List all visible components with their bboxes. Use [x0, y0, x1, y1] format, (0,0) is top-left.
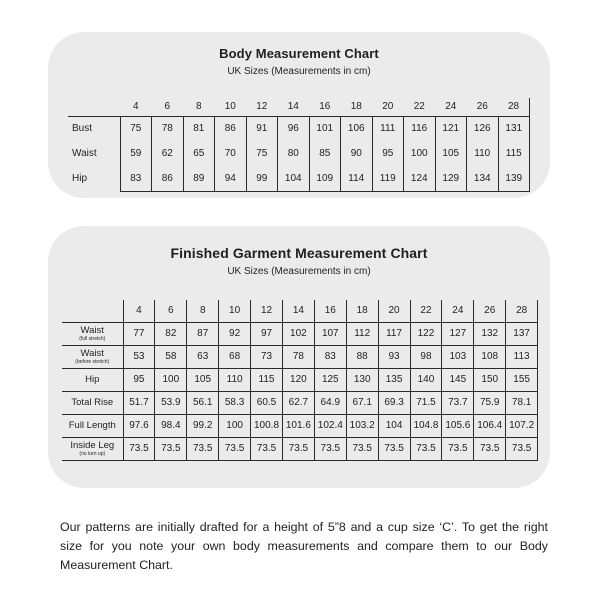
- value-cell: 80: [278, 141, 310, 166]
- row-label-text: Inside Leg: [70, 439, 115, 451]
- value-cell: 135: [378, 368, 410, 391]
- size-header-row: [62, 300, 538, 322]
- value-cell: 116: [404, 116, 436, 141]
- value-cell: 87: [187, 322, 219, 345]
- size-header-cell: 6: [152, 98, 184, 116]
- row-label: [62, 322, 123, 345]
- size-header-cell: 28: [498, 98, 530, 116]
- row-label-text: Waist: [80, 324, 104, 336]
- row-label: Waist: [72, 148, 97, 159]
- value-cell: 101: [309, 116, 341, 141]
- value-cell: 67.1: [346, 391, 378, 414]
- value-cell: 73.5: [410, 437, 442, 460]
- size-header-cell: 24: [435, 98, 467, 116]
- value-cell: 91: [246, 116, 278, 141]
- value-cell: 101.6: [282, 414, 314, 437]
- value-cell: 129: [435, 166, 467, 191]
- size-header-row: [68, 98, 530, 116]
- size-header-cell: 22: [410, 300, 442, 322]
- value-cell: 107.2: [506, 414, 538, 437]
- garment-chart-subtitle: UK Sizes (Measurements in cm): [227, 266, 371, 277]
- value-cell: 95: [123, 368, 155, 391]
- value-cell: 73.5: [474, 437, 506, 460]
- row-label-note: (full stretch): [79, 335, 106, 342]
- value-cell: 64.9: [314, 391, 346, 414]
- row-label: [62, 368, 123, 391]
- value-cell: 137: [506, 322, 538, 345]
- body-chart-title: Body Measurement Chart: [219, 46, 379, 61]
- value-cell: 97.6: [123, 414, 155, 437]
- value-cell: 106.4: [474, 414, 506, 437]
- value-cell: 93: [378, 345, 410, 368]
- value-cell: 110: [219, 368, 251, 391]
- value-cell: 134: [467, 166, 499, 191]
- value-cell: 98.4: [155, 414, 187, 437]
- value-cell: 104: [378, 414, 410, 437]
- value-cell: 130: [346, 368, 378, 391]
- value-cell: 110: [467, 141, 499, 166]
- measurement-row: [62, 437, 538, 460]
- value-cell: 132: [474, 322, 506, 345]
- value-cell: 60.5: [251, 391, 283, 414]
- value-cell: 131: [498, 116, 530, 141]
- row-label-note: (no turn up): [79, 450, 106, 457]
- value-cell: 83: [120, 166, 152, 191]
- value-cell: 145: [442, 368, 474, 391]
- value-cell: 139: [498, 166, 530, 191]
- row-label: Hip: [72, 173, 88, 184]
- value-cell: 98: [410, 345, 442, 368]
- value-cell: 85: [309, 141, 341, 166]
- row-label-text: Waist: [80, 347, 104, 359]
- value-cell: 73.5: [155, 437, 187, 460]
- garment-measurement-table: [62, 300, 538, 461]
- value-cell: 83: [314, 345, 346, 368]
- row-label-text: Total Rise: [71, 396, 114, 408]
- value-cell: 92: [219, 322, 251, 345]
- value-cell: 140: [410, 368, 442, 391]
- measurement-row: [62, 414, 538, 437]
- measurement-row: [62, 345, 538, 368]
- value-cell: 96: [278, 116, 310, 141]
- value-cell: 103: [442, 345, 474, 368]
- value-cell: 107: [314, 322, 346, 345]
- value-cell: 82: [155, 322, 187, 345]
- value-cell: 73.5: [251, 437, 283, 460]
- value-cell: 100: [155, 368, 187, 391]
- value-cell: 100: [219, 414, 251, 437]
- value-cell: 73.5: [346, 437, 378, 460]
- value-cell: 100.8: [251, 414, 283, 437]
- value-cell: 150: [474, 368, 506, 391]
- value-cell: 90: [341, 141, 373, 166]
- value-cell: 78: [282, 345, 314, 368]
- value-cell: 117: [378, 322, 410, 345]
- value-cell: 73.5: [123, 437, 155, 460]
- value-cell: 70: [215, 141, 247, 166]
- measurement-row: [62, 391, 538, 414]
- value-cell: 94: [215, 166, 247, 191]
- size-header-cell: 4: [120, 98, 152, 116]
- value-cell: 73.5: [314, 437, 346, 460]
- size-header-cell: 16: [314, 300, 346, 322]
- value-cell: 71.5: [410, 391, 442, 414]
- value-cell: 114: [341, 166, 373, 191]
- value-cell: 121: [435, 116, 467, 141]
- value-cell: 127: [442, 322, 474, 345]
- value-cell: 73.5: [219, 437, 251, 460]
- size-header-cell: 18: [346, 300, 378, 322]
- value-cell: 73.7: [442, 391, 474, 414]
- size-header-cell: 4: [123, 300, 155, 322]
- row-label: [62, 437, 123, 460]
- value-cell: 62: [152, 141, 184, 166]
- corner-cell: [68, 98, 120, 116]
- value-cell: 105: [187, 368, 219, 391]
- value-cell: 78: [152, 116, 184, 141]
- value-cell: 115: [251, 368, 283, 391]
- value-cell: 120: [282, 368, 314, 391]
- size-header-cell: 14: [282, 300, 314, 322]
- value-cell: 58.3: [219, 391, 251, 414]
- value-cell: 86: [152, 166, 184, 191]
- corner-cell: [62, 300, 123, 322]
- body-measurement-table: [68, 98, 530, 192]
- value-cell: 77: [123, 322, 155, 345]
- value-cell: 81: [183, 116, 215, 141]
- measurement-row: [68, 141, 530, 166]
- value-cell: 69.3: [378, 391, 410, 414]
- value-cell: 51.7: [123, 391, 155, 414]
- body-measurement-card: [48, 32, 550, 198]
- measurement-row: [68, 166, 530, 191]
- row-label: [62, 414, 123, 437]
- size-header-cell: 26: [467, 98, 499, 116]
- value-cell: 78.1: [506, 391, 538, 414]
- value-cell: 100: [404, 141, 436, 166]
- value-cell: 58: [155, 345, 187, 368]
- value-cell: 89: [183, 166, 215, 191]
- size-header-cell: 12: [251, 300, 283, 322]
- value-cell: 109: [309, 166, 341, 191]
- value-cell: 108: [474, 345, 506, 368]
- value-cell: 99: [246, 166, 278, 191]
- row-label: [62, 391, 123, 414]
- size-header-cell: 16: [309, 98, 341, 116]
- size-header-cell: 20: [372, 98, 404, 116]
- value-cell: 62.7: [282, 391, 314, 414]
- size-header-cell: 6: [155, 300, 187, 322]
- value-cell: 95: [372, 141, 404, 166]
- value-cell: 111: [372, 116, 404, 141]
- size-header-cell: 24: [442, 300, 474, 322]
- size-header-cell: 28: [506, 300, 538, 322]
- value-cell: 122: [410, 322, 442, 345]
- value-cell: 125: [314, 368, 346, 391]
- size-header-cell: 22: [404, 98, 436, 116]
- value-cell: 68: [219, 345, 251, 368]
- size-header-cell: 26: [474, 300, 506, 322]
- value-cell: 53: [123, 345, 155, 368]
- value-cell: 104.8: [410, 414, 442, 437]
- value-cell: 75.9: [474, 391, 506, 414]
- value-cell: 63: [187, 345, 219, 368]
- body-chart-subtitle: UK Sizes (Measurements in cm): [227, 66, 371, 77]
- size-header-cell: 12: [246, 98, 278, 116]
- size-header-cell: 10: [219, 300, 251, 322]
- size-header-cell: 18: [341, 98, 373, 116]
- size-header-cell: 8: [183, 98, 215, 116]
- value-cell: 73.5: [378, 437, 410, 460]
- value-cell: 115: [498, 141, 530, 166]
- value-cell: 102: [282, 322, 314, 345]
- value-cell: 65: [183, 141, 215, 166]
- value-cell: 105: [435, 141, 467, 166]
- measurement-row: [68, 116, 530, 141]
- value-cell: 86: [215, 116, 247, 141]
- value-cell: 73: [251, 345, 283, 368]
- value-cell: 155: [506, 368, 538, 391]
- value-cell: 88: [346, 345, 378, 368]
- garment-measurement-card: [48, 226, 550, 488]
- value-cell: 102.4: [314, 414, 346, 437]
- size-header-cell: 14: [278, 98, 310, 116]
- size-header-cell: 10: [215, 98, 247, 116]
- value-cell: 75: [246, 141, 278, 166]
- value-cell: 126: [467, 116, 499, 141]
- value-cell: 106: [341, 116, 373, 141]
- row-label: [62, 345, 123, 368]
- value-cell: 105.6: [442, 414, 474, 437]
- value-cell: 53.9: [155, 391, 187, 414]
- value-cell: 103.2: [346, 414, 378, 437]
- value-cell: 73.5: [187, 437, 219, 460]
- row-label: Bust: [72, 123, 93, 135]
- value-cell: 112: [346, 322, 378, 345]
- value-cell: 73.5: [506, 437, 538, 460]
- measurement-row: [62, 368, 538, 391]
- value-cell: 75: [120, 116, 152, 141]
- row-label-text: Hip: [85, 373, 100, 385]
- value-cell: 97: [251, 322, 283, 345]
- size-header-cell: 20: [378, 300, 410, 322]
- value-cell: 104: [278, 166, 310, 191]
- value-cell: 124: [404, 166, 436, 191]
- value-cell: 113: [506, 345, 538, 368]
- row-label-text: Full Length: [68, 419, 116, 431]
- sizing-note: Our patterns are initially drafted for a height of 5”8 and a cup size ‘C’. To get the right size for you note your own body measurements and compare them to our Body Measurement Chart.: [60, 520, 548, 573]
- measurement-row: [62, 322, 538, 345]
- value-cell: 73.5: [442, 437, 474, 460]
- row-label-note: (before stretch): [75, 358, 110, 365]
- value-cell: 59: [120, 141, 152, 166]
- garment-chart-title: Finished Garment Measurement Chart: [170, 245, 428, 261]
- value-cell: 119: [372, 166, 404, 191]
- value-cell: 56.1: [187, 391, 219, 414]
- value-cell: 99.2: [187, 414, 219, 437]
- value-cell: 73.5: [282, 437, 314, 460]
- size-header-cell: 8: [187, 300, 219, 322]
